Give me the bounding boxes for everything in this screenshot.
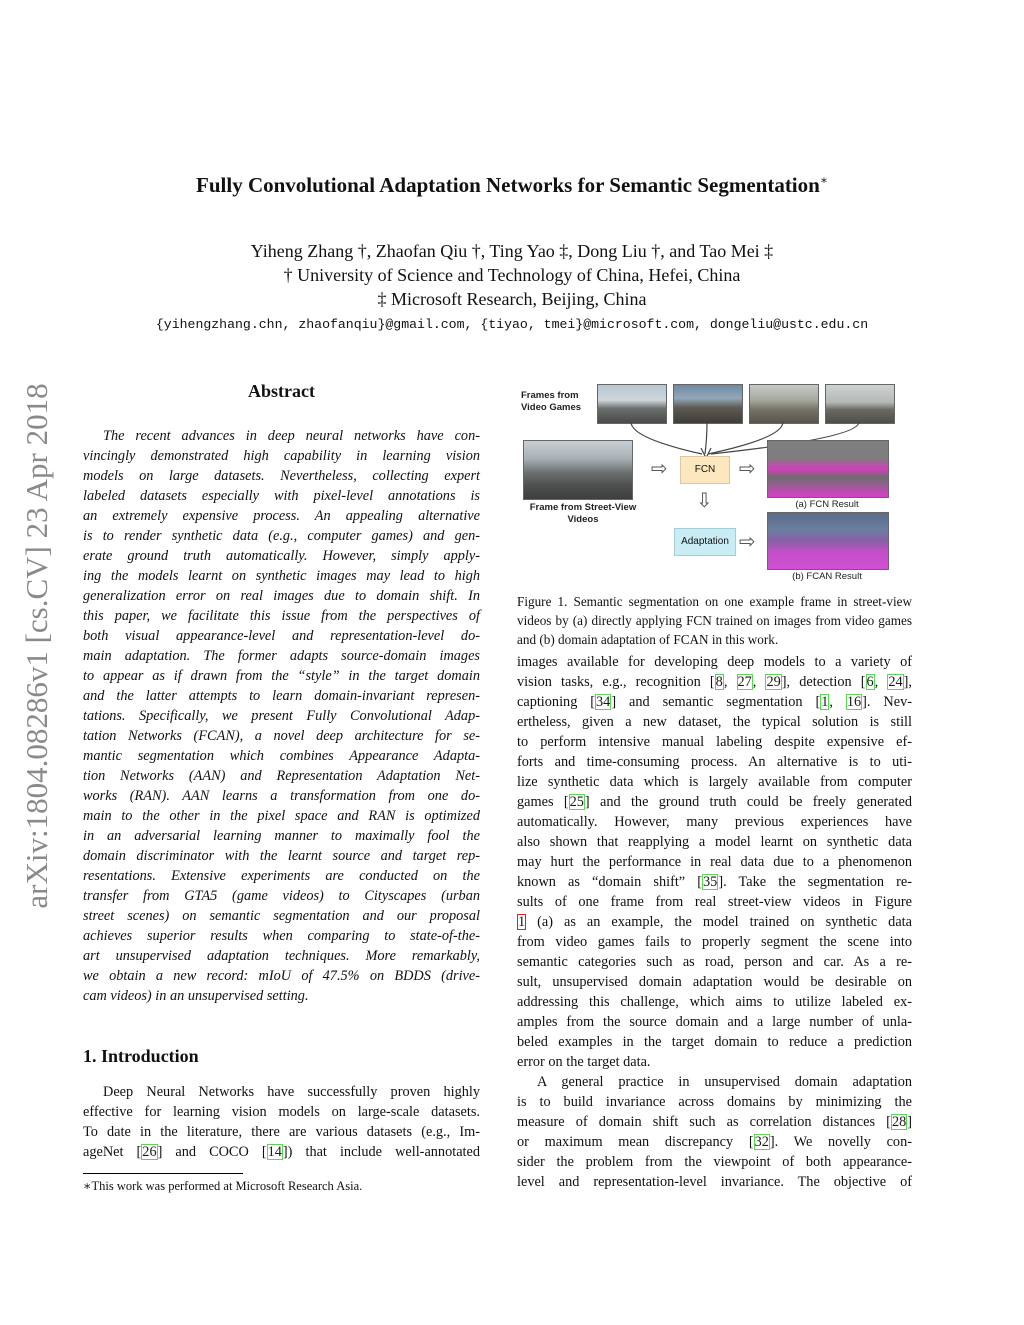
abstract-line: vincingly demonstrated high capability in learning vision: [83, 448, 480, 464]
abstract-line: we obtain a new record: mIoU of 47.5% on BDDS (drive-: [83, 968, 480, 984]
abstract-line: labeled datasets especially with pixel-level annotations is: [83, 488, 480, 504]
text-run: ], detection [: [781, 674, 866, 690]
abstract-heading: Abstract: [248, 381, 315, 401]
body-line: [517, 1132, 912, 1152]
abstract-line: this paper, we facilitate this issue from the perspectives of: [83, 608, 480, 624]
figure-reference-link[interactable]: 1: [518, 914, 526, 930]
abstract-line: domain discriminator with the learnt source and target rep-: [83, 848, 480, 864]
abstract-line: art unsupervised adaptation techniques. More remarkably,: [83, 948, 480, 964]
body-line: automatically. However, many previous experiences have: [517, 814, 912, 830]
citation-link[interactable]: 16: [846, 694, 862, 710]
body-line: [517, 1112, 912, 1132]
abstract-line: street scenes) on semantic segmentation and our proposal: [83, 908, 480, 924]
footnote: ∗This work was performed at Microsoft Research Asia.: [83, 1179, 363, 1193]
arrow-right-icon: ⇨: [651, 456, 668, 480]
street-view-frame: [523, 440, 633, 500]
fcn-box: FCN: [680, 456, 730, 484]
affiliation-msr: ‡ Microsoft Research, Beijing, China: [377, 289, 647, 309]
body-line: [517, 792, 912, 812]
abstract-line: both visual appearance-level and representation-level do-: [83, 628, 480, 644]
abstract-line: generalization error on real images due to domain shift. In: [83, 588, 480, 604]
body-line: sults of one frame from real street-view videos in Figure: [517, 894, 912, 910]
author-list: Yiheng Zhang †, Zhaofan Qiu †, Ting Yao ‡, Dong Liu †, and Tao Mei ‡: [250, 241, 774, 261]
text-run: captioning [: [517, 694, 596, 710]
figure-1: [517, 378, 917, 583]
intro-line: effective for learning vision models on large-scale datasets.: [83, 1104, 480, 1120]
abstract-line: tation Networks (FCAN), a novel deep architecture for se-: [83, 728, 480, 744]
body-line: to perform intensive manual labeling despite expensive ef-: [517, 734, 912, 750]
body-line: vision tasks, e.g., recognition [8, 27, 29], detection [6, 24],: [517, 674, 912, 690]
body-line: sider the problem from the viewpoint of both appearance-: [517, 1154, 912, 1170]
arrow-down-icon: ⇩: [696, 488, 713, 512]
citation-link[interactable]: 24: [888, 674, 903, 690]
body-line: from video games fails to properly segment the scene into: [517, 934, 912, 950]
intro-line: To date in the literature, there are various datasets (e.g., Im-: [83, 1124, 480, 1140]
paper-title: [0, 173, 1024, 198]
text-run: known as “domain shift” [: [517, 874, 703, 890]
body-line: lize synthetic data which is largely available from computer: [517, 774, 912, 790]
footnote-rule: [83, 1173, 243, 1174]
intro-line: Deep Neural Networks have successfully proven highly: [103, 1084, 480, 1100]
body-line: ertheless, given a new dataset, the typical solution is still: [517, 714, 912, 730]
citation-link[interactable]: 27: [737, 674, 752, 690]
citation-link[interactable]: 28: [891, 1114, 907, 1130]
arrow-right-icon: ⇨: [739, 456, 756, 480]
citation-link[interactable]: 26: [142, 1144, 157, 1160]
citation-link[interactable]: 29: [766, 674, 781, 690]
body-line: amples from the source domain and a large number of unla-: [517, 1014, 912, 1030]
abstract-body: [83, 426, 480, 1006]
figure-1-caption: Figure 1. Semantic segmentation on one example frame in street-view videos by (a) directly applying FCN trained on images from video games and (b) domain adaptation of FCAN in this work.: [517, 594, 912, 647]
body-line: addressing this challenge, which aims to utilize labeled ex-: [517, 994, 912, 1010]
body-line: level and representation-level invariance. The objective of: [517, 1174, 912, 1190]
text-run: ]. Take the segmentation re-: [718, 874, 912, 890]
introduction-body: [83, 1082, 480, 1162]
text-run: ]. Nev-: [862, 694, 912, 710]
label-fcan-result: (b) FCAN Result: [792, 571, 862, 582]
abstract-line: works (RAN). AAN learns a transformation from one do-: [83, 788, 480, 804]
text-run: ]. We novelly con-: [769, 1134, 912, 1150]
author-emails: {yihengzhang.chn, zhaofanqiu}@gmail.com, {tiyao, tmei}@microsoft.com, dongeliu@ustc.edu.cn: [155, 317, 869, 332]
abstract-line: in an adversarial learning manner to maximally fool the: [83, 828, 480, 844]
body-line: [517, 872, 912, 892]
body-line: forts and time-consuming process. An alternative is to uti-: [517, 754, 912, 770]
abstract-line: tion Networks (AAN) and Representation Adaptation Net-: [83, 768, 480, 784]
fcn-result-segmentation: [767, 440, 889, 498]
abstract-line: mantic segmentation which combines Appearance Adapta-: [83, 748, 480, 764]
title-footnote-mark: ∗: [819, 173, 828, 187]
abstract-line: main adaptation. The former adapts source-domain images: [83, 648, 480, 664]
adaptation-box: Adaptation: [674, 528, 736, 556]
text-run: ],: [903, 674, 912, 690]
body-line: error on the target data.: [517, 1054, 651, 1070]
introduction-heading: 1. Introduction: [83, 1046, 199, 1066]
abstract-line: ing the models learnt on synthetic images may lead to high: [83, 568, 480, 584]
abstract-line: resentations. Extensive experiments are conducted on the: [83, 868, 480, 884]
citation-link[interactable]: 8: [715, 674, 723, 690]
citation-link[interactable]: 35: [703, 874, 718, 890]
text-run: ] and semantic segmentation [: [611, 694, 821, 710]
title-text: Fully Convolutional Adaptation Networks for Semantic Segmentation: [196, 173, 820, 197]
right-column-body: [517, 652, 912, 1192]
abstract-line: main to the other in the pixel space and RAN is optimized: [83, 808, 480, 824]
citation-link[interactable]: 34: [596, 694, 611, 710]
abstract-line: is to render synthetic data (e.g., computer games) and gen-: [83, 528, 480, 544]
citation-link[interactable]: 25: [569, 794, 584, 810]
body-line: captioning [34] and semantic segmentation [1, 16]. Nev-: [517, 694, 912, 710]
text-run: ageNet [: [83, 1144, 142, 1160]
abstract-line: The recent advances in deep neural networks have con-: [103, 428, 480, 444]
body-line: images available for developing deep models to a variety of: [517, 654, 912, 670]
affiliation-ustc: † University of Science and Technology of China, Hefei, China: [283, 265, 741, 285]
body-line: sult, unsupervised domain adaptation would be desirable on: [517, 974, 912, 990]
body-line: is to build invariance across domains by minimizing the: [517, 1094, 912, 1110]
abstract-line: achieves superior results when comparing to state-of-the-: [83, 928, 480, 944]
intro-line: [83, 1142, 480, 1162]
citation-link[interactable]: 32: [754, 1134, 769, 1150]
body-line: semantic categories such as road, person and car. As a re-: [517, 954, 912, 970]
body-line: [517, 912, 912, 932]
body-line: A general practice in unsupervised domain adaptation: [537, 1074, 912, 1090]
abstract-line: to appear as if drawn from the “style” in the target domain: [83, 668, 480, 684]
text-run: ] and the ground truth could be freely generated: [584, 794, 912, 810]
text-run: measure of domain shift such as correlation distances [: [517, 1114, 891, 1130]
text-run: vision tasks, e.g., recognition [: [517, 674, 715, 690]
text-run: ] and COCO [: [157, 1144, 267, 1160]
abstract-line: erate ground truth automatically. However, simply apply-: [83, 548, 480, 564]
text-run: (a) as an example, the model trained on synthetic data: [537, 914, 912, 930]
text-run: ]: [907, 1114, 912, 1130]
text-run: games [: [517, 794, 569, 810]
label-frame-street-view: Frame from Street-View Videos: [529, 502, 637, 525]
abstract-line: models on large datasets. Nevertheless, collecting expert: [83, 468, 480, 484]
citation-link[interactable]: 1: [821, 694, 829, 710]
citation-link[interactable]: 6: [866, 674, 874, 690]
abstract-line: and the latter attempts to learn domain-invariant represen-: [83, 688, 480, 704]
body-line: also shown that reapplying a model learnt on synthetic data: [517, 834, 912, 850]
label-frames-video-games: Frames from Video Games: [521, 390, 582, 413]
abstract-line: an extremely expensive process. An appealing alternative: [83, 508, 480, 524]
citation-link[interactable]: 14: [267, 1144, 282, 1160]
label-fcn-result: (a) FCN Result: [795, 499, 859, 510]
arrow-right-icon: ⇨: [739, 529, 756, 553]
abstract-line: transfer from GTA5 (game videos) to Cityscapes (urban: [83, 888, 480, 904]
abstract-line: cam videos) in an unsupervised setting.: [83, 988, 309, 1004]
abstract-line: tations. Specifically, we present Fully Convolutional Adap-: [83, 708, 480, 724]
text-run: ]) that include well-annotated: [282, 1144, 481, 1160]
body-line: may hurt the performance in real data due to a phenomenon: [517, 854, 912, 870]
text-run: or maximum mean discrepancy [: [517, 1134, 754, 1150]
fcan-result-segmentation: [767, 512, 889, 570]
arxiv-identifier: arXiv:1804.08286v1 [cs.CV] 23 Apr 2018: [19, 383, 54, 909]
body-line: beled examples in the target domain to reduce a prediction: [517, 1034, 912, 1050]
